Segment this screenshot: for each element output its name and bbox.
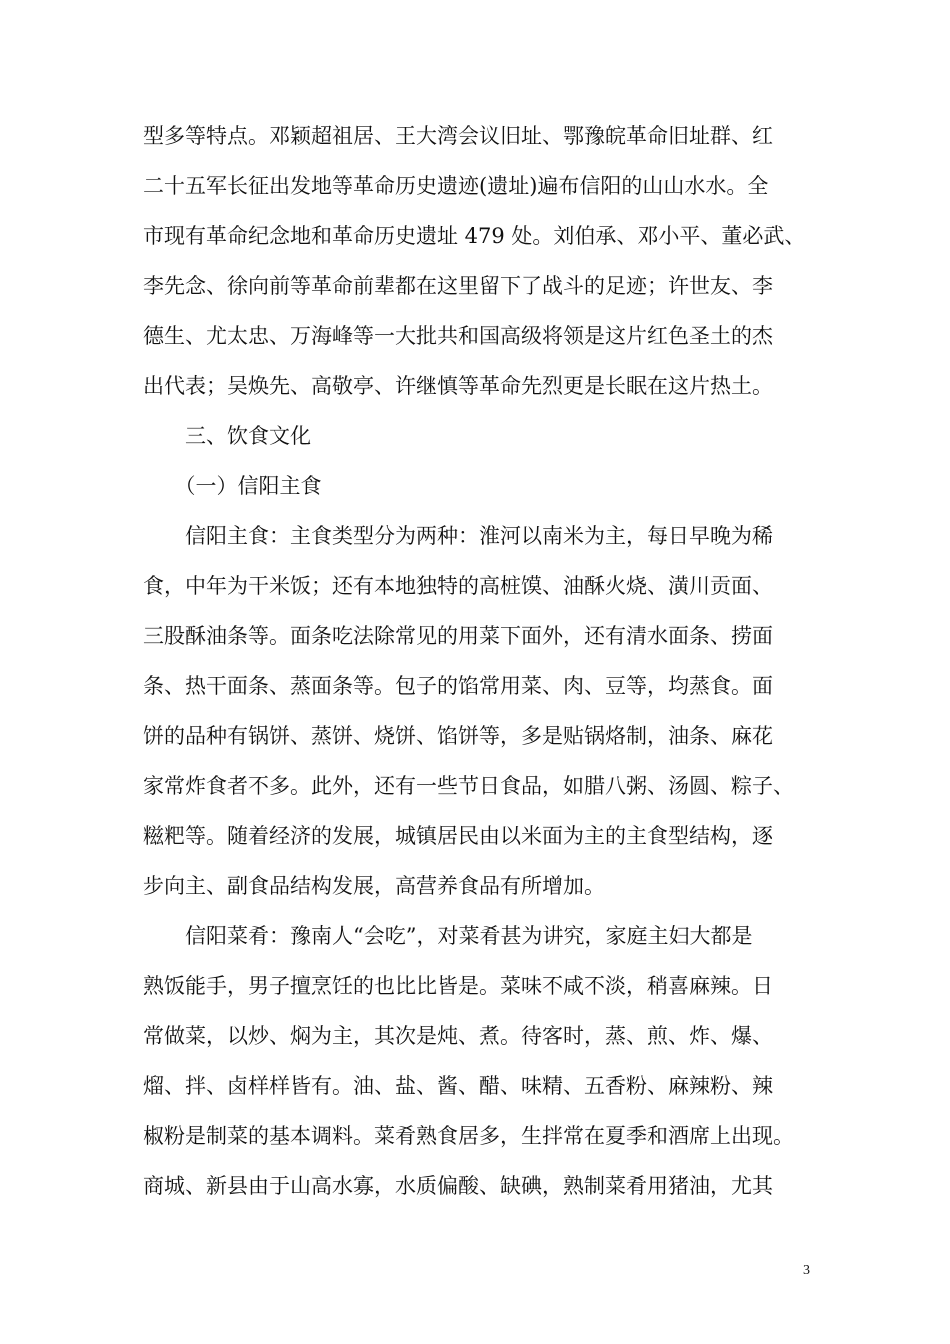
text-line: 信阳主食：主食类型分为两种：淮河以南米为主，每日早晚为稀 bbox=[143, 524, 773, 548]
text-line: 常做菜，以炒、焖为主，其次是炖、煮。待客时，蒸、煎、炸、爆、 bbox=[143, 1024, 773, 1048]
text-line: 二十五军长征出发地等革命历史遗迹(遗址)遍布信阳的山山水水。全 bbox=[143, 174, 769, 198]
text-line: 李先念、徐向前等革命前辈都在这里留下了战斗的足迹；许世友、李 bbox=[143, 274, 773, 298]
subsection-heading: （一）信阳主食 bbox=[143, 474, 322, 498]
text-line: 条、热干面条、蒸面条等。包子的馅常用菜、肉、豆等，均蒸食。面 bbox=[143, 674, 773, 698]
text-line: 德生、尤太忠、万海峰等一大批共和国高级将领是这片红色圣土的杰 bbox=[143, 324, 773, 348]
text-line: 型多等特点。邓颖超祖居、王大湾会议旧址、鄂豫皖革命旧址群、红 bbox=[143, 124, 773, 148]
text-line: 出代表；吴焕先、高敬亭、许继慎等革命先烈更是长眠在这片热土。 bbox=[143, 374, 773, 398]
text-line: 椒粉是制菜的基本调料。菜肴熟食居多，生拌常在夏季和酒席上出现。 bbox=[143, 1124, 794, 1148]
section-heading: 三、饮食文化 bbox=[143, 424, 311, 448]
text-line: 食，中年为干米饭；还有本地独特的高桩馍、油酥火烧、潢川贡面、 bbox=[143, 574, 773, 598]
text-line: 步向主、副食品结构发展，高营养食品有所增加。 bbox=[143, 874, 605, 898]
text-line: 三股酥油条等。面条吃法除常见的用菜下面外，还有清水面条、捞面 bbox=[143, 624, 773, 648]
text-line: 家常炸食者不多。此外，还有一些节日食品，如腊八粥、汤圆、粽子、 bbox=[143, 774, 794, 798]
text-line: 信阳菜肴：豫南人“会吃”，对菜肴甚为讲究，家庭主妇大都是 bbox=[143, 924, 753, 948]
text-line: 熘、拌、卤样样皆有。油、盐、酱、醋、味精、五香粉、麻辣粉、辣 bbox=[143, 1074, 773, 1098]
text-line: 商城、新县由于山高水寡，水质偏酸、缺碘，熟制菜肴用猪油，尤其 bbox=[143, 1174, 773, 1198]
text-line: 饼的品种有锅饼、蒸饼、烧饼、馅饼等，多是贴锅烙制，油条、麻花 bbox=[143, 724, 773, 748]
text-line: 熟饭能手，男子擅烹饪的也比比皆是。菜味不咸不淡，稍喜麻辣。日 bbox=[143, 974, 773, 998]
text-line: 糍粑等。随着经济的发展，城镇居民由以米面为主的主食型结构，逐 bbox=[143, 824, 773, 848]
page-number: 3 bbox=[803, 1263, 810, 1278]
text-line: 市现有革命纪念地和革命历史遗址 479 处。刘伯承、邓小平、董必武、 bbox=[143, 224, 806, 248]
